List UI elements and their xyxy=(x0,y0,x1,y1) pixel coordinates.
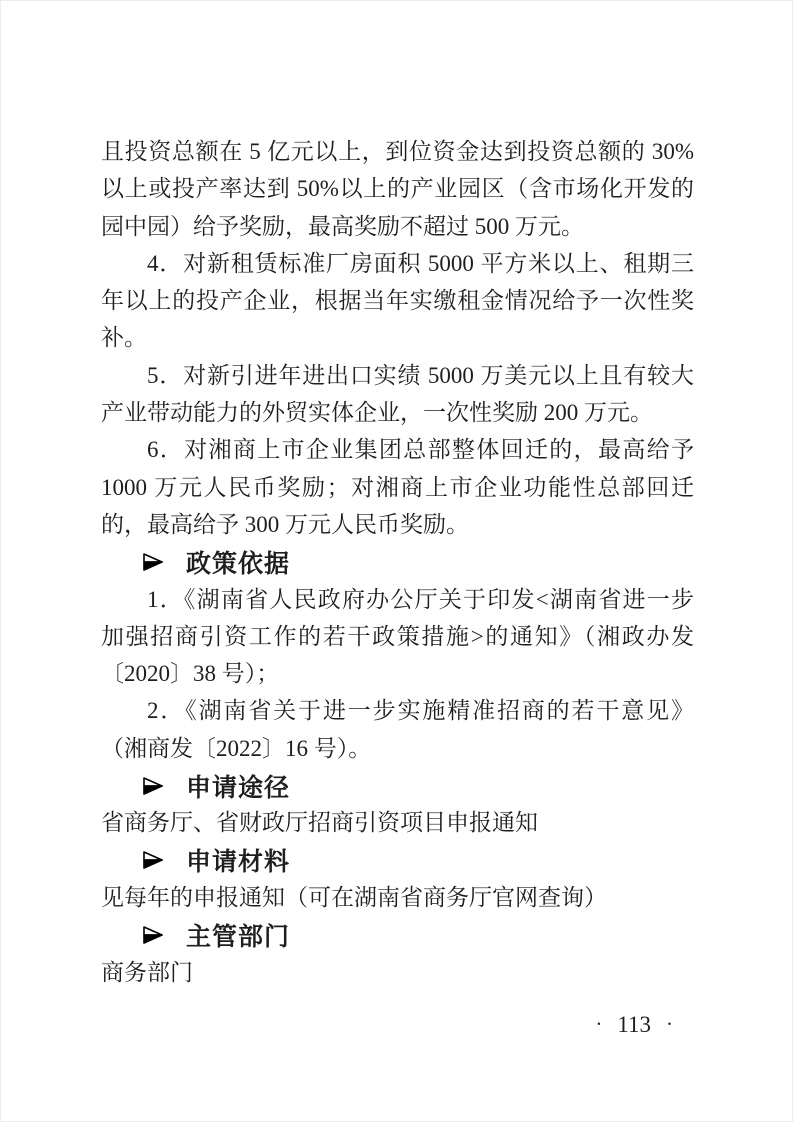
section-heading-label: 政策依据 xyxy=(186,549,291,578)
arrow-bullet-icon xyxy=(143,926,164,944)
text-line: （湘商发〔2022〕16 号）。 xyxy=(101,735,372,761)
section-heading xyxy=(101,842,694,879)
text-line: 加强招商引资工作的若干政策措施>的通知》（湘政办发 xyxy=(101,623,694,649)
footer-right-dot: · xyxy=(666,1012,673,1036)
text-line: 年以上的投产企业，根据当年实缴租金情况给予一次性奖 xyxy=(101,288,694,314)
arrow-bullet-icon xyxy=(143,851,164,869)
text-line: 1000 万元人民币奖励；对湘商上市企业功能性总部回迁 xyxy=(101,474,694,500)
page-footer xyxy=(580,1009,688,1040)
text-line: 以上或投产率达到 50%以上的产业园区（含市场化开发的 xyxy=(101,176,694,202)
section-heading-label: 主管部门 xyxy=(186,922,291,951)
text-line: 且投资总额在 5 亿元以上，到位资金达到投资总额的 30% xyxy=(101,139,694,164)
page-number: 113 xyxy=(617,1012,651,1037)
arrow-bullet-icon xyxy=(143,777,164,795)
text-line: 省商务厅、省财政厅招商引资项目申报通知 xyxy=(101,810,538,836)
text-line: 2．《湖南省关于进一步实施精准招商的若干意见》 xyxy=(147,698,694,724)
text-line: 补。 xyxy=(101,325,147,351)
text-line: 园中园）给予奖励，最高奖励不超过 500 万元。 xyxy=(101,213,584,239)
section-heading xyxy=(101,767,694,804)
footer-left-dot: · xyxy=(595,1012,603,1036)
text-line: 1．《湖南省人民政府办公厅关于印发<湖南省进一步 xyxy=(147,586,694,612)
text-line: 见每年的申报通知（可在湖南省商务厅官网查询） xyxy=(101,884,607,910)
text-line: 的，最高给予 300 万元人民币奖励。 xyxy=(101,511,469,537)
text-line: 4．对新租赁标准厂房面积 5000 平方米以上、租期三 xyxy=(147,250,694,276)
text-line: 商务部门 xyxy=(101,959,193,985)
document-body xyxy=(101,133,694,991)
section-heading xyxy=(101,916,694,953)
text-line: 〔2020〕38 号）； xyxy=(101,661,280,687)
text-line: 5．对新引进年进出口实绩 5000 万美元以上且有较大 xyxy=(147,362,694,388)
text-line: 6．对湘商上市企业集团总部整体回迁的，最高给予 xyxy=(147,437,694,463)
arrow-bullet-icon xyxy=(143,553,164,571)
text-line: 产业带动能力的外贸实体企业，一次性奖励 200 万元。 xyxy=(101,400,653,426)
section-heading xyxy=(101,543,694,580)
section-heading-label: 申请途径 xyxy=(186,773,291,802)
section-heading-label: 申请材料 xyxy=(186,848,291,877)
